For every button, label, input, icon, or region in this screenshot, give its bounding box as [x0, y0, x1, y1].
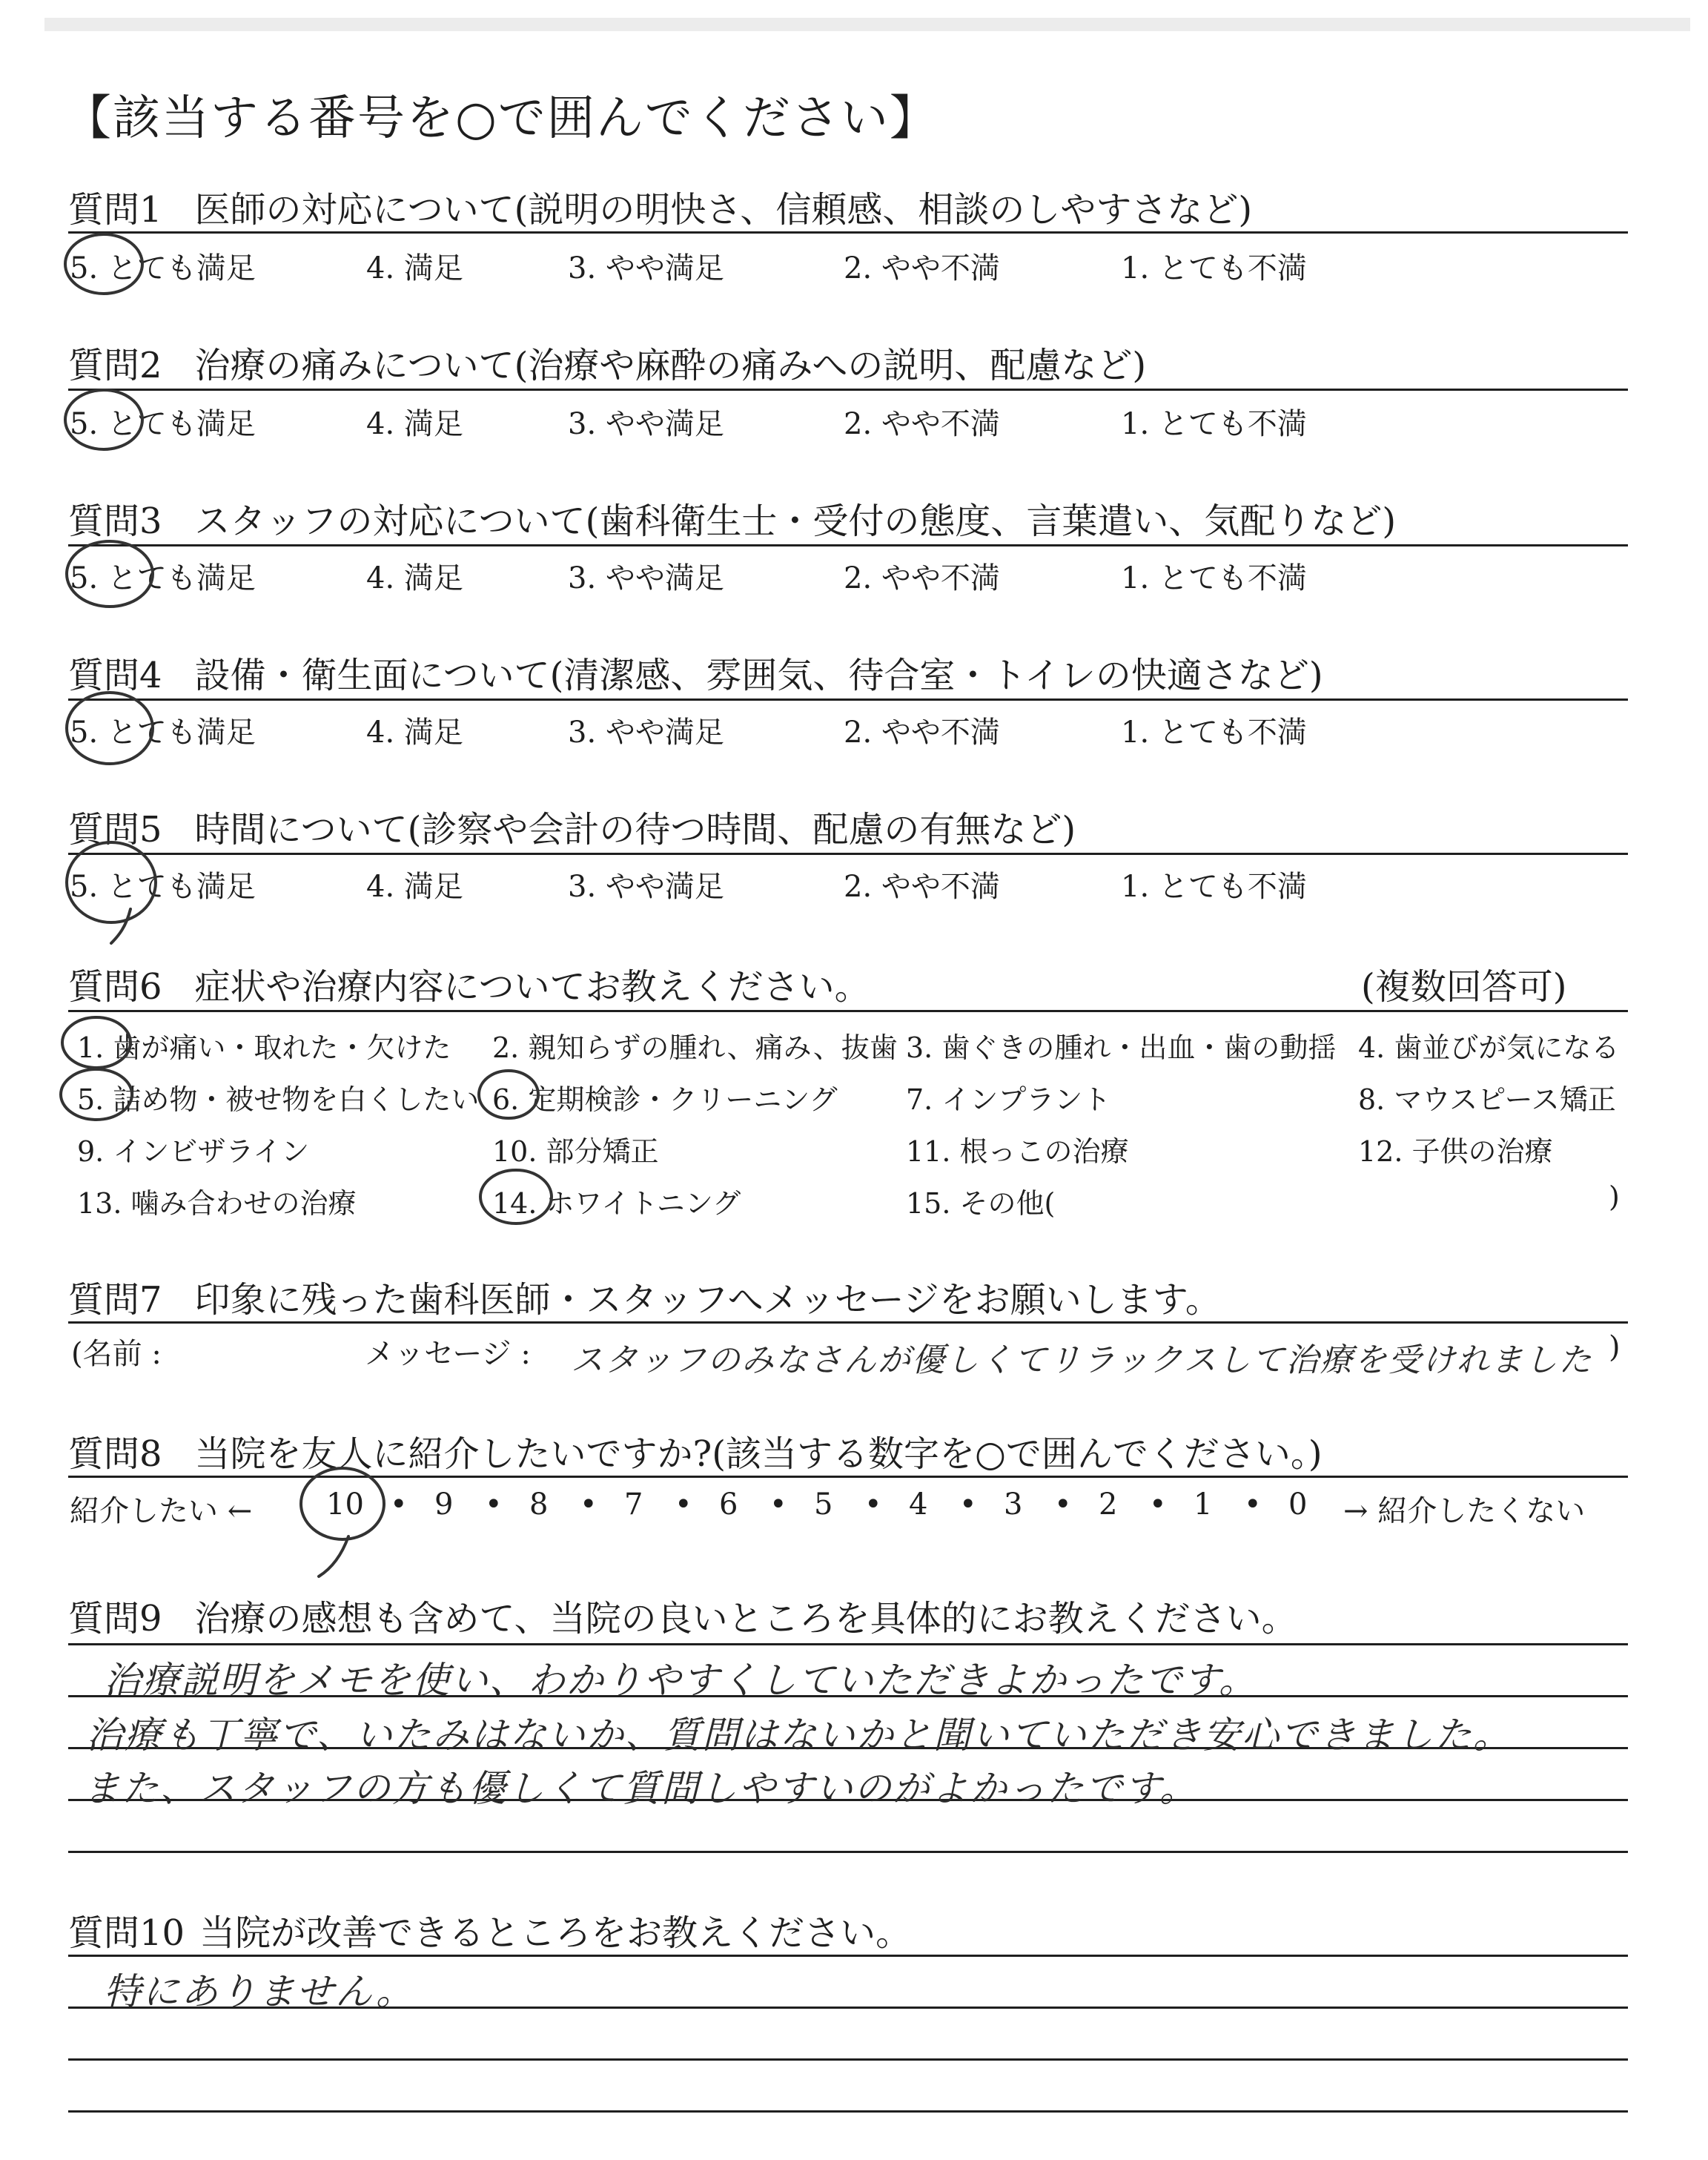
question-text: 時間について(診察や会計の待つ時間、配慮の有無など): [194, 809, 1076, 851]
divider: [68, 1476, 1628, 1478]
recommend-score-1[interactable]: 1: [1194, 1487, 1213, 1522]
question-8: [68, 1425, 1323, 1476]
q3-option-1[interactable]: 1. とても不満: [1121, 561, 1307, 595]
q5-option-1[interactable]: 1. とても不満: [1121, 870, 1307, 904]
divider: [68, 389, 1628, 391]
question-label: 質問5: [68, 809, 162, 851]
handwritten-answer-line-3[interactable]: また、スタッフの方も優しくて質問しやすいのがよかったです。: [83, 1767, 1198, 1810]
score-separator-dot: •: [485, 1487, 503, 1522]
score-separator-dot: •: [1244, 1487, 1262, 1522]
q3-option-3[interactable]: 3. やや満足: [568, 561, 724, 595]
q6-option-2[interactable]: 2. 親知らずの腫れ、痛み、抜歯: [492, 1031, 898, 1064]
recommend-right-label: → 紹介したくない: [1343, 1494, 1586, 1528]
answer-line: [68, 1643, 1628, 1645]
question-text: 設備・衛生面について(清潔感、雰囲気、待合室・トイレの快適さなど): [194, 655, 1323, 696]
handwritten-answer-line-1[interactable]: 治療説明をメモを使い、わかりやすくしていただきよかったです。: [104, 1659, 1257, 1702]
answer-line: [68, 1955, 1628, 1957]
q3-option-4[interactable]: 4. 満足: [366, 561, 463, 595]
score-separator-dot: •: [1149, 1487, 1167, 1522]
question-label: 質問7: [68, 1279, 162, 1321]
q6-option-11[interactable]: 11. 根っこの治療: [906, 1135, 1129, 1168]
q4-option-4[interactable]: 4. 満足: [366, 716, 463, 750]
divider: [68, 231, 1628, 234]
q5-option-3[interactable]: 3. やや満足: [568, 870, 724, 904]
q1-option-5[interactable]: 5. とても満足: [70, 251, 256, 285]
q1-option-2[interactable]: 2. やや不満: [844, 251, 1000, 285]
q1-option-4[interactable]: 4. 満足: [366, 251, 463, 285]
q6-option-14[interactable]: 14. ホワイトニング: [492, 1187, 741, 1220]
question-9: [68, 1590, 1297, 1641]
q6-option-10[interactable]: 10. 部分矯正: [492, 1135, 659, 1168]
recommend-score-2[interactable]: 2: [1099, 1487, 1118, 1522]
question-label: 質問10: [68, 1912, 185, 1954]
q2-option-4[interactable]: 4. 満足: [366, 407, 463, 441]
score-separator-dot: •: [959, 1487, 977, 1522]
question-10: [68, 1904, 911, 1955]
name-label: (名前 :: [71, 1337, 162, 1371]
q6-option-7[interactable]: 7. インプラント: [906, 1083, 1111, 1116]
divider: [68, 698, 1628, 701]
message-close-paren: ): [1609, 1330, 1621, 1364]
handwritten-message[interactable]: スタッフのみなさんが優しくてリラックスして治療を受けれました: [571, 1341, 1593, 1379]
message-label: メッセージ :: [365, 1337, 531, 1371]
q4-option-3[interactable]: 3. やや満足: [568, 716, 724, 750]
q3-option-2[interactable]: 2. やや不満: [844, 561, 1000, 595]
q2-option-3[interactable]: 3. やや満足: [568, 407, 724, 441]
q6-option-5[interactable]: 5. 詰め物・被せ物を白くしたい: [77, 1083, 480, 1116]
score-separator-dot: •: [769, 1487, 787, 1522]
question-label: 質問6: [68, 966, 162, 1008]
score-separator-dot: •: [390, 1487, 408, 1522]
question-3: [68, 492, 1396, 544]
question-label: 質問4: [68, 655, 162, 696]
recommend-score-3[interactable]: 3: [1004, 1487, 1023, 1522]
divider: [68, 1010, 1628, 1012]
handwritten-answer-line-2[interactable]: 治療も丁寧で、いたみはないか、質問はないかと聞いていただき安心できました。: [86, 1714, 1512, 1757]
question-text: 印象に残った歯科医師・スタッフへメッセージをお願いします。: [194, 1279, 1221, 1321]
q3-option-5[interactable]: 5. とても満足: [70, 561, 256, 595]
question-label: 質問2: [68, 345, 162, 386]
q5-option-5[interactable]: 5. とても満足: [70, 870, 256, 904]
q6-option-4[interactable]: 4. 歯並びが気になる: [1358, 1031, 1620, 1064]
q6-option-15[interactable]: 15. その他(: [906, 1187, 1056, 1220]
recommend-score-4[interactable]: 4: [909, 1487, 928, 1522]
q2-option-5[interactable]: 5. とても満足: [70, 407, 256, 441]
q2-option-1[interactable]: 1. とても不満: [1121, 407, 1307, 441]
handwritten-answer-q10[interactable]: 特にありません。: [104, 1970, 414, 2013]
q4-option-5[interactable]: 5. とても満足: [70, 716, 256, 750]
recommend-score-10[interactable]: 10: [326, 1487, 364, 1522]
question-5: [68, 801, 1076, 852]
score-separator-dot: •: [580, 1487, 598, 1522]
question-label: 質問8: [68, 1433, 162, 1475]
question-label: 質問1: [68, 189, 162, 231]
question-text: 医師の対応について(説明の明快さ、信頼感、相談のしやすさなど): [194, 189, 1253, 231]
recommend-score-5[interactable]: 5: [814, 1487, 833, 1522]
recommend-left-label: 紹介したい ←: [70, 1494, 253, 1528]
recommend-score-0[interactable]: 0: [1288, 1487, 1308, 1522]
score-separator-dot: •: [864, 1487, 882, 1522]
question-text: 治療の感想も含めて、当院の良いところを具体的にお教えください。: [194, 1598, 1297, 1639]
question-text: 当院が改善できるところをお教えください。: [199, 1912, 912, 1954]
recommend-score-8[interactable]: 8: [529, 1487, 549, 1522]
q6-option-12[interactable]: 12. 子供の治療: [1358, 1135, 1553, 1168]
question-7: [68, 1271, 1221, 1322]
circle-tail-mark: [319, 1536, 348, 1576]
recommend-score-9[interactable]: 9: [434, 1487, 454, 1522]
q6-option-6[interactable]: 6. 定期検診・クリーニング: [492, 1083, 838, 1116]
q6-option-1[interactable]: 1. 歯が痛い・取れた・欠けた: [77, 1031, 451, 1064]
divider: [68, 1321, 1628, 1324]
page-title: 【該当する番号を○で囲んでください】: [64, 91, 939, 146]
answer-line: [68, 2110, 1628, 2113]
recommend-score-6[interactable]: 6: [719, 1487, 738, 1522]
recommend-score-7[interactable]: 7: [624, 1487, 643, 1522]
q5-option-2[interactable]: 2. やや不満: [844, 870, 1000, 904]
score-separator-dot: •: [675, 1487, 692, 1522]
q6-other-close-paren: ): [1609, 1180, 1620, 1213]
question-2: [68, 337, 1146, 388]
divider: [68, 544, 1628, 546]
divider: [68, 853, 1628, 855]
q5-option-4[interactable]: 4. 満足: [366, 870, 463, 904]
q6-option-9[interactable]: 9. インビザライン: [77, 1135, 310, 1168]
question-4: [68, 647, 1323, 698]
q6-option-3[interactable]: 3. 歯ぐきの腫れ・出血・歯の動揺: [906, 1031, 1337, 1064]
question-text: 当院を友人に紹介したいですか?(該当する数字を○で囲んでください。): [194, 1433, 1323, 1475]
question-6: [68, 958, 870, 1009]
q6-option-13[interactable]: 13. 噛み合わせの治療: [77, 1187, 357, 1220]
question-text: スタッフの対応について(歯科衛生士・受付の態度、言葉遣い、気配りなど): [194, 501, 1397, 542]
question-label: 質問3: [68, 501, 162, 542]
q4-option-2[interactable]: 2. やや不満: [844, 716, 1000, 750]
question-label: 質問9: [68, 1598, 162, 1639]
answer-line: [68, 1851, 1628, 1853]
question-1: [68, 181, 1252, 232]
score-separator-dot: •: [1054, 1487, 1072, 1522]
answer-line: [68, 2058, 1628, 2061]
q4-option-1[interactable]: 1. とても不満: [1121, 716, 1307, 750]
question-text: 症状や治療内容についてお教えください。: [194, 966, 870, 1008]
scan-top-edge: [44, 18, 1690, 31]
q2-option-2[interactable]: 2. やや不満: [844, 407, 1000, 441]
question-text: 治療の痛みについて(治療や麻酔の痛みへの説明、配慮など): [194, 345, 1147, 386]
q1-option-1[interactable]: 1. とても不満: [1121, 251, 1307, 285]
q1-option-3[interactable]: 3. やや満足: [568, 251, 724, 285]
circle-tail-mark: [111, 909, 130, 943]
q6-option-8[interactable]: 8. マウスピース矯正: [1358, 1083, 1616, 1116]
multiple-answer-note: (複数回答可): [1361, 966, 1567, 1008]
